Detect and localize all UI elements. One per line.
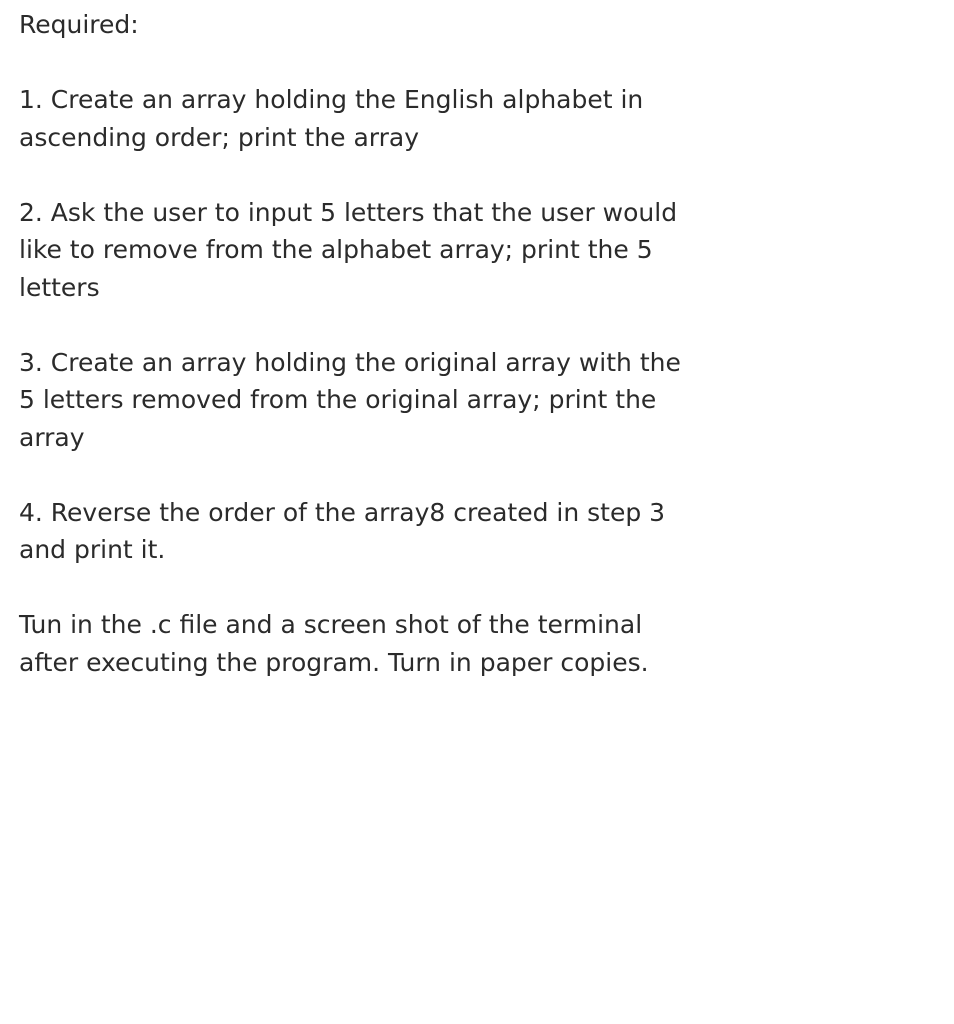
step-4-line-2: and print it.	[19, 535, 166, 564]
document-body	[19, 6, 719, 719]
step-2-line-2: like to remove from the alphabet array; print the 5	[19, 235, 653, 264]
step-1-line-1: 1. Create an array holding the English alphabet in	[19, 85, 644, 114]
step-3-line-1: 3. Create an array holding the original array with the	[19, 347, 681, 377]
step-2-line-3: letters	[19, 272, 100, 302]
turn-in-paragraph	[19, 606, 719, 681]
turn-in-line-1: Tun in the .c file and a screen shot of the terminal	[19, 610, 643, 639]
step-4-line-1: 4. Reverse the order of the array8 created in step 3	[19, 497, 666, 527]
step-3-line-3: array	[19, 422, 85, 452]
step-1-paragraph	[19, 81, 719, 156]
step-2-line-1: 2. Ask the user to input 5 letters that the user would	[19, 197, 678, 227]
step-3-line-2: 5 letters removed from the original array; print the	[19, 385, 657, 414]
heading-required: Required:	[19, 10, 139, 39]
step-3-paragraph	[19, 344, 719, 457]
step-1-line-2: ascending order; print the array	[19, 122, 420, 152]
step-4-paragraph	[19, 494, 719, 569]
step-2-paragraph	[19, 194, 719, 307]
turn-in-line-2: after executing the program. Turn in paper copies.	[19, 647, 649, 677]
